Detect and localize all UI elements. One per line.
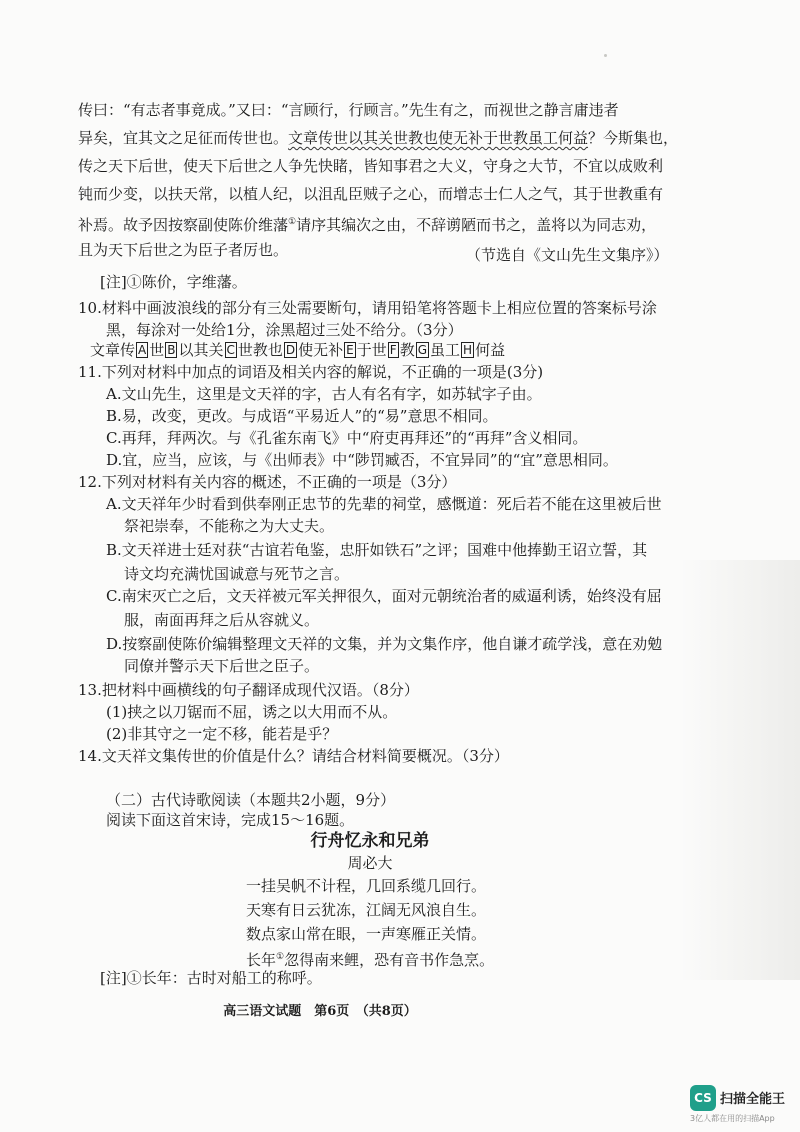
q12-stem: 12.下列对材料有关内容的概述，不正确的一项是（3分）: [78, 473, 457, 491]
passage-line-6: 且为天下后世之为臣子者厉也。: [78, 241, 289, 259]
q11-option-a: A.文山先生，这里是文天祥的字，古人有名有字，如苏轼字子由。: [106, 385, 542, 403]
poem-title: 行舟忆永和兄弟: [310, 831, 430, 851]
scan-speck: [604, 54, 607, 57]
section2-heading: （二）古代诗歌阅读（本题共2小题，9分）: [106, 791, 396, 809]
segment: 使无补: [298, 341, 344, 359]
q12-option-a-cont: 祭祀崇奉，不能称之为大丈夫。: [124, 517, 335, 535]
wavy-underlined-sentence: 文章传世以其关世教也使无补于世教虽工何益: [288, 129, 589, 147]
camscanner-logo-icon: CS: [690, 1085, 716, 1111]
answer-label-d[interactable]: D: [285, 343, 296, 357]
q10-stem-line1: 10.材料中画波浪线的部分有三处需要断句，请用铅笔将答题卡上相应位置的答案标号涂: [78, 299, 657, 317]
q12-option-c: C.南宋灭亡之后，文天祥被元军关押很久，面对元朝统治者的威逼利诱，始终没有屈: [106, 587, 662, 605]
q11-stem: 11.下列对材料中加点的词语及相关内容的解说，不正确的一项是(3分): [78, 363, 544, 381]
passage-text: 补焉。故予因按察副使陈价维藩: [78, 216, 289, 234]
segment: 世教也: [237, 341, 283, 359]
segment: 虽工: [430, 341, 461, 359]
q12-option-b-cont: 诗文均充满忧国诚意与死节之言。: [124, 565, 350, 583]
passage-text: 请序其编次之由，不辞谫陋而书之，盖将以为同志劝，: [296, 216, 657, 234]
section2-intro: 阅读下面这首宋诗，完成15～16题。: [106, 811, 355, 829]
answer-label-h[interactable]: H: [463, 343, 473, 357]
q12-option-d: D.按察副使陈价编辑整理文天祥的文集，并为文集作序，他自谦才疏学浅，意在劝勉: [106, 635, 663, 653]
q14-stem: 14.文天祥文集传世的价值是什么？请结合材料简要概况。（3分）: [78, 747, 509, 765]
page-footer: 高三语文试题 第6页 （共8页）: [223, 1004, 417, 1019]
scanner-watermark: [690, 1085, 795, 1125]
q11-option-d: D.宜，应当，应该，与《出师表》中“陟罚臧否，不宜异同”的“宜”意思相同。: [106, 451, 618, 469]
q13-item-2: (2)非其守之一定不移，能若是乎？: [106, 725, 338, 743]
footnote-marker: ①: [276, 952, 285, 962]
passage-line-3: 传之天下后世，使天下后世之人争先快睹，皆知事君之大义，守身之大节，不宜以成败利: [78, 157, 664, 175]
answer-label-f[interactable]: F: [389, 343, 397, 357]
watermark-tagline: 3亿人都在用的扫描App: [690, 1114, 775, 1123]
footnote-marker: ①: [288, 217, 297, 227]
passage-line-1: 传曰：“有志者事竟成。”又曰：“言顾行，行顾言。”先生有之，而视世之静言庸违者: [78, 101, 619, 119]
scan-shadow: [680, 560, 800, 980]
q12-option-a: A.文天祥年少时看到供奉刚正忠节的先辈的祠堂，感慨道：死后若不能在这里被后世: [106, 495, 662, 513]
poem-text: 长年: [246, 951, 277, 969]
passage-line-5: [78, 212, 656, 235]
q13-item-1: (1)挟之以刀锯而不屈，诱之以大用而不从。: [106, 703, 398, 721]
poem-author: 周必大: [347, 854, 393, 872]
poem-note: [注]①长年：古时对船工的称呼。: [100, 969, 322, 987]
passage-text: 异矣，宜其文之足征而传世也。: [78, 129, 289, 147]
q11-option-c: C.再拜，拜两次。与《孔雀东南飞》中“府吏再拜还”的“再拜”含义相同。: [106, 429, 588, 447]
poem-line-2: 天寒有日云犹冻，江阔无风浪自生。: [246, 901, 487, 919]
watermark-brand: 扫描全能王: [720, 1092, 786, 1107]
q12-option-b: B.文天祥进士廷对获“古谊若龟鉴，忠肝如铁石”之评；国难中他捧勤王诏立誓，其: [106, 541, 648, 559]
segment: 世: [149, 341, 165, 359]
q13-stem: 13.把材料中画横线的句子翻译成现代汉语。（8分）: [78, 681, 419, 699]
q11-option-b: B.易，改变，更改。与成语“平易近人”的“易”意思不相同。: [106, 407, 498, 425]
answer-label-g[interactable]: G: [417, 343, 428, 357]
segment: 何益: [475, 341, 506, 359]
answer-label-a[interactable]: A: [138, 343, 147, 357]
poem-line-4: [246, 947, 494, 970]
answer-label-b[interactable]: B: [167, 343, 176, 357]
q10-segmented-sentence: [90, 340, 505, 360]
passage-line-2: [78, 128, 678, 148]
segment: 教: [399, 341, 415, 359]
q10-stem-line2: 黑，每涂对一处给1分，涂黑超过三处不给分。（3分）: [106, 321, 463, 339]
poem-text: 忽得南来鲤，恐有音书作急烹。: [284, 951, 495, 969]
annotation: [注]①陈价，字维藩。: [100, 273, 247, 291]
q12-option-d-cont: 同僚并警示天下后世之臣子。: [124, 657, 320, 675]
poem-line-1: 一挂吴帆不计程，几回系缆几回行。: [246, 877, 487, 895]
segment: 于世: [356, 341, 387, 359]
passage-text: ？今斯集也，: [588, 129, 679, 147]
passage-line-4: 钝而少变，以扶天常，以植人纪，以沮乱臣贼子之心，而增志士仁人之气，其于世教重有: [78, 185, 664, 203]
answer-label-e[interactable]: E: [346, 343, 354, 357]
poem-line-3: 数点家山常在眼，一声寒雁正关情。: [246, 925, 487, 943]
segment: 以其关: [178, 341, 224, 359]
q12-option-c-cont: 服，南面再拜之后从容就义。: [124, 611, 320, 629]
segment: 文章传: [90, 341, 136, 359]
answer-label-c[interactable]: C: [226, 343, 235, 357]
source-note: （节选自《文山先生文集序》）: [466, 246, 669, 264]
